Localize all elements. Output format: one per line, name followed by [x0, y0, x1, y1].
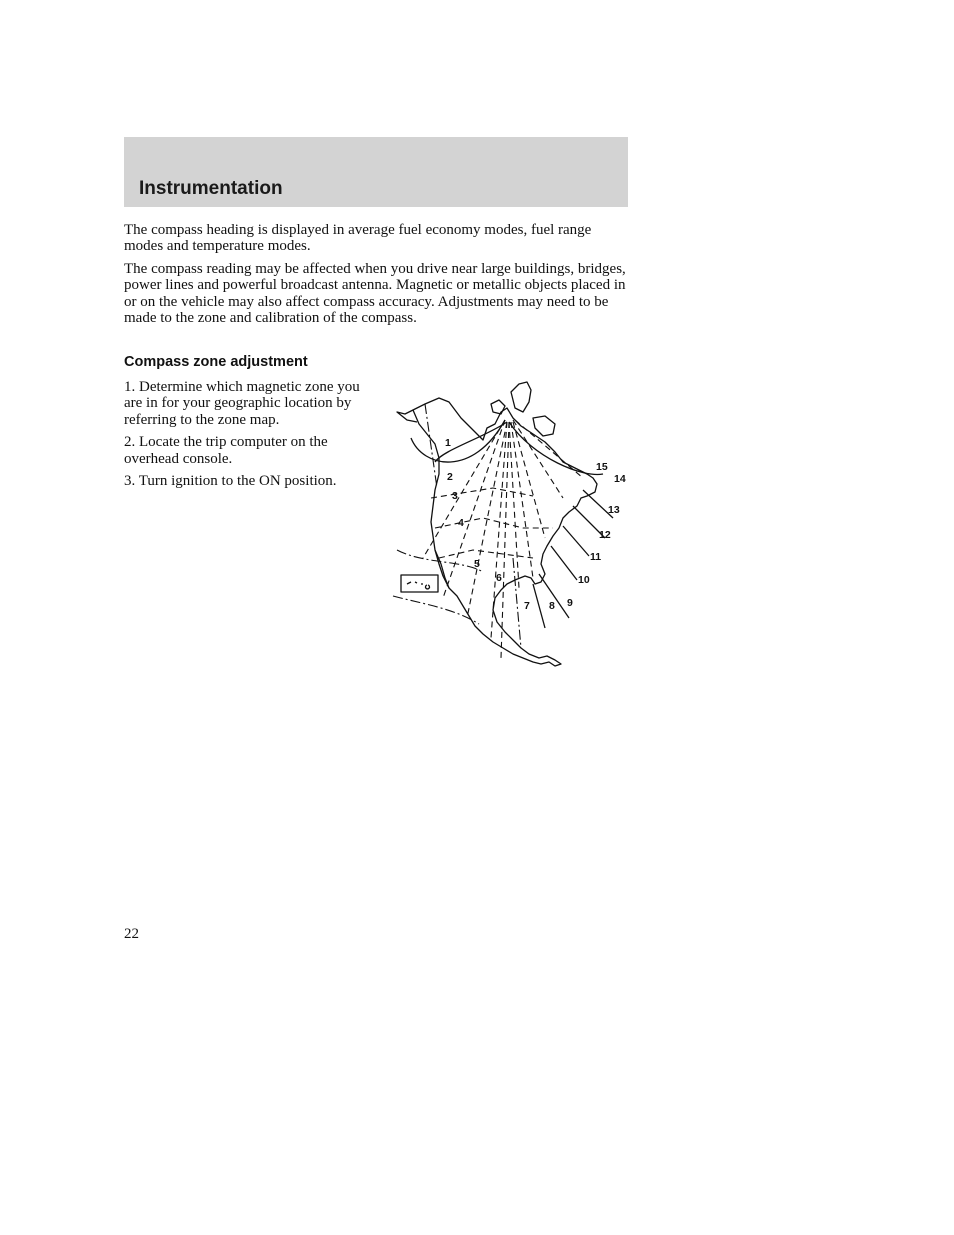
page-title: Instrumentation	[139, 178, 283, 199]
zone-label: 3	[452, 490, 458, 502]
paragraph-compass-interference: The compass reading may be affected when you drive near large buildings, bridges, power lines and powerful broadcast antenna. Magnetic or metallic objects placed in or on the vehicle may also affect compass accuracy. Adjustments may need to be made to the zone and calibration of the compass.	[124, 261, 626, 327]
section-heading: Compass zone adjustment	[124, 354, 308, 370]
paragraph-compass-heading: The compass heading is displayed in average fuel economy modes, fuel range modes and temperature modes.	[124, 222, 592, 255]
zone-label: 8	[549, 600, 555, 612]
step-item: 2. Locate the trip computer on the overhead console.	[124, 434, 328, 467]
zone-label: 4	[458, 517, 464, 529]
page-number: 22	[124, 926, 139, 942]
zone-label: 14	[614, 473, 626, 485]
zone-label: 7	[524, 600, 530, 612]
hawaii-inset-box	[401, 575, 438, 592]
zone-label: 10	[578, 574, 590, 586]
zone-label: 5	[474, 558, 480, 570]
zone-label: 1	[445, 437, 451, 449]
zone-label: 12	[599, 529, 611, 541]
magnetic-zone-map	[383, 378, 633, 670]
zone-label: 11	[590, 551, 602, 563]
zone-label: 9	[567, 597, 573, 609]
section-header-band	[124, 137, 628, 207]
arctic-islands	[511, 382, 531, 412]
zone-label: 13	[608, 504, 620, 516]
step-item: 3. Turn ignition to the ON position.	[124, 473, 337, 490]
zone-label: 2	[447, 471, 453, 483]
step-item: 1. Determine which magnetic zone you are in for your geographic location by referring to the zone map.	[124, 379, 360, 428]
zone-label: 6	[496, 572, 502, 584]
step-list	[124, 379, 369, 495]
zone-label: 15	[596, 461, 608, 473]
